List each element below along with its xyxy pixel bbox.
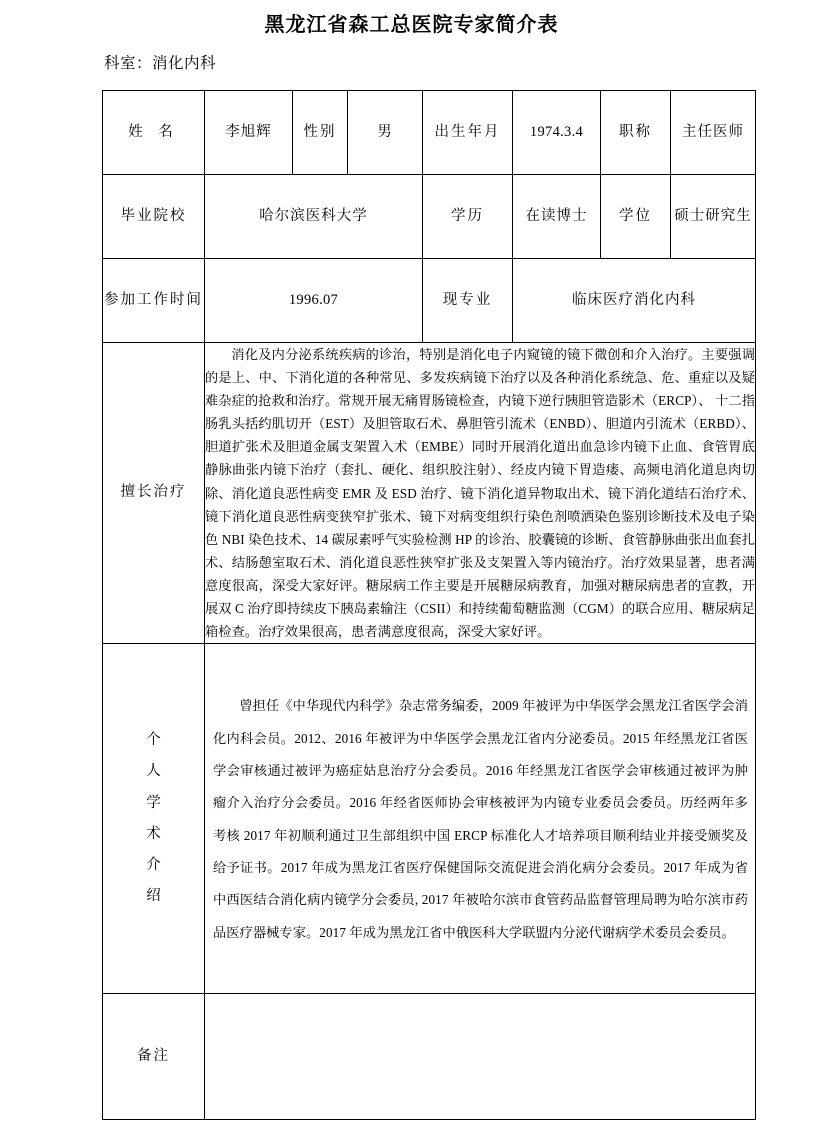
academic-paragraph: 曾担任《中华现代内科学》杂志常务编委，2009 年被评为中华医学会黑龙江省医学会消化内科会员。2012、2016 年被评为中华医学会黑龙江省内分泌委员。2015 年经黑龙江省医学会审核通过被评为癌症姑息治疗分会委员。2016 年经黑龙江省医学会审核通过被评为肿瘤介入治疗分会委员。2016 年经省医师协会审核被评为内镜专业委员会委员。历经两年多考核 2017 年初顺利通过卫生部组织中国 ERCP 标准化人才培养项目顺利结业并接受颁奖及给予证书。2017 年成为黑龙江省医疗保健国际交流促进会消化病分会委员。2017 年成为省中西医结合消化病内镜学分会委员, 2017 年被哈尔滨市食管药品监督管理局聘为哈尔滨市药品医疗器械专家。2017 年成为黑龙江省中俄医科大学联盟内分泌代谢病学术委员会委员。 [213, 698, 748, 940]
current-specialty-label: 现专业 [423, 259, 513, 343]
table-row-education [103, 175, 756, 259]
current-specialty-value: 临床医疗消化内科 [513, 259, 756, 343]
table-row-work [103, 259, 756, 343]
academic-label-char-4: 术 [146, 825, 161, 842]
page-title: 黑龙江省森工总医院专家简介表 [264, 14, 559, 36]
skills-label: 擅长治疗 [103, 343, 205, 644]
skills-paragraph: 消化及内分泌系统疾病的诊治，特别是消化电子内窥镜的镜下微创和介入治疗。主要强调的是上、中、下消化道的各种常见、多发疾病镜下治疗以及各种消化系统急、危、重症以及疑难杂症的抢救和治疗。常规开展无痛胃肠镜检查，内镜下逆行胰胆管造影术（ERCP）、 十二指肠乳头括约肌切开（EST）及胆管取石术、鼻胆管引流术（ENBD）、胆道内引流术（ERBD）、胆道扩张术及胆道金属支架置入术（EMBE）同时开展消化道出血急诊内镜下止血、食管胃底静脉曲张内镜下治疗（套扎、硬化、组织胶注射）、经皮内镜下胃造瘘、高频电消化道息肉切除、消化道良恶性病变 EMR 及 ESD 治疗、镜下消化道异物取出术、镜下消化道结石治疗术、镜下消化道良恶性病变狭窄扩张术、镜下对病变组织行染色剂喷洒染色鉴别诊断技术及电子染色 NBI 染色技术、14 碳尿素呼气实验检测 HP 的诊治、胶囊镜的诊断、食管静脉曲张出血套扎术、结肠憩室取石术、消化道良恶性狭窄扩张及支架置入等内镜治疗。治疗效果显著，患者满意度很高，深受大家好评。糖尿病工作主要是开展糖尿病教育，加强对糖尿病患者的宣教，开展双 C 治疗即持续皮下胰岛素输注（CSII）和持续葡萄糖监测（CGM）的联合应用、糖尿病足箱检查。治疗效果很高，患者满意度很高，深受大家好评。 [205, 347, 755, 640]
expert-profile-table [102, 90, 756, 1120]
education-value: 在读博士 [513, 175, 601, 259]
job-title-value: 主任医师 [671, 91, 756, 175]
name-label: 姓 名 [103, 91, 205, 175]
academic-label-char-5: 介 [146, 856, 161, 873]
skills-content [205, 343, 756, 644]
table-row-name [103, 91, 756, 175]
birth-date-label: 出生年月 [423, 91, 513, 175]
table-row-remark [103, 994, 756, 1120]
academic-label-char-3: 学 [146, 794, 161, 811]
gender-label: 性别 [293, 91, 348, 175]
start-work-value: 1996.07 [205, 259, 423, 343]
job-title-label: 职称 [601, 91, 671, 175]
gender-value: 男 [348, 91, 423, 175]
academic-content [205, 644, 756, 994]
table-row-academic [103, 644, 756, 994]
academic-label-char-6: 绍 [146, 888, 161, 905]
graduate-school-label: 毕业院校 [103, 175, 205, 259]
remark-content [205, 994, 756, 1120]
table-row-skills [103, 343, 756, 644]
academic-label-char-2: 人 [146, 763, 161, 780]
education-label: 学历 [423, 175, 513, 259]
academic-label [103, 725, 204, 912]
academic-label-cell [103, 644, 205, 994]
birth-date-value: 1974.3.4 [513, 91, 601, 175]
degree-label: 学位 [601, 175, 671, 259]
academic-label-char-1: 个 [146, 732, 161, 749]
name-value: 李旭辉 [205, 91, 293, 175]
degree-value: 硕士研究生 [671, 175, 756, 259]
graduate-school-value: 哈尔滨医科大学 [205, 175, 423, 259]
department-line: 科室：消化内科 [104, 55, 217, 72]
remark-label: 备注 [103, 994, 205, 1120]
start-work-label: 参加工作时间 [103, 259, 205, 343]
